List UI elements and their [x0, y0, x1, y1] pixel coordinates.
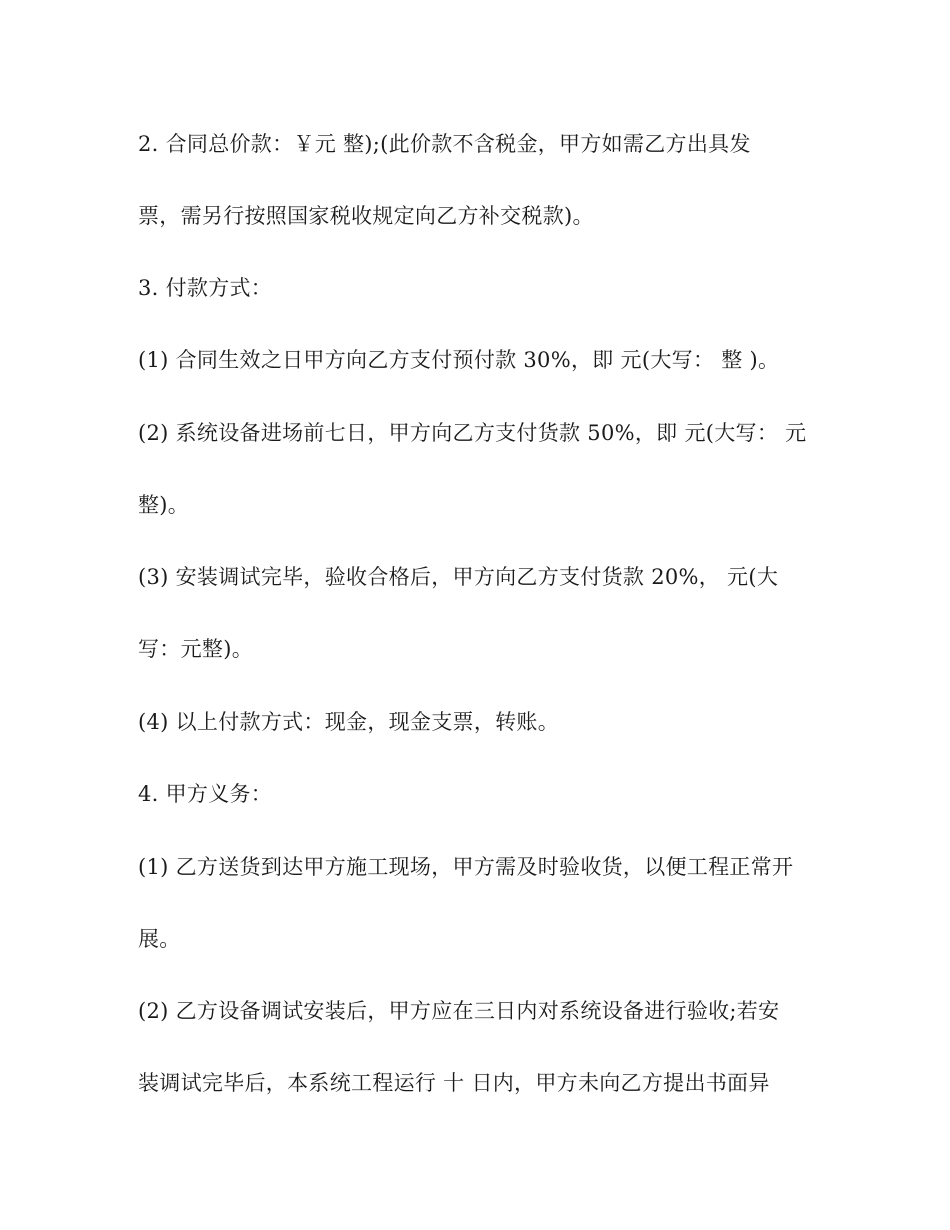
text-line: (2) 乙方设备调试安装后，甲方应在三日内对系统设备进行验收;若安	[138, 999, 780, 1023]
text-line: 整)。	[138, 493, 190, 517]
text-line: 票，需另行按照国家税收规定向乙方补交税款)。	[138, 204, 594, 228]
text-line: 装调试完毕后，本系统工程运行 十 日内，甲方未向乙方提出书面异	[138, 1071, 770, 1095]
text-line: (2) 系统设备进场前七日，甲方向乙方支付货款 50%，即 元(大写： 元	[138, 421, 807, 445]
text-line: (1) 乙方送货到达甲方施工现场，甲方需及时验收货，以便工程正常开	[138, 855, 794, 879]
section-heading-payment: 3. 付款方式：	[138, 276, 273, 300]
text-line: (1) 合同生效之日甲方向乙方支付预付款 30%，即 元(大写： 整 )。	[138, 348, 780, 372]
section-heading-obligations: 4. 甲方义务：	[138, 782, 273, 806]
text-line: 2. 合同总价款：￥元 整);(此价款不含税金，甲方如需乙方出具发	[138, 132, 751, 156]
text-line: 展。	[138, 927, 181, 951]
text-line: (3) 安装调试完毕，验收合格后，甲方向乙方支付货款 20%， 元(大	[138, 565, 779, 589]
text-line: 写：元整)。	[138, 637, 253, 661]
text-line: (4) 以上付款方式：现金，现金支票，转账。	[138, 710, 560, 734]
